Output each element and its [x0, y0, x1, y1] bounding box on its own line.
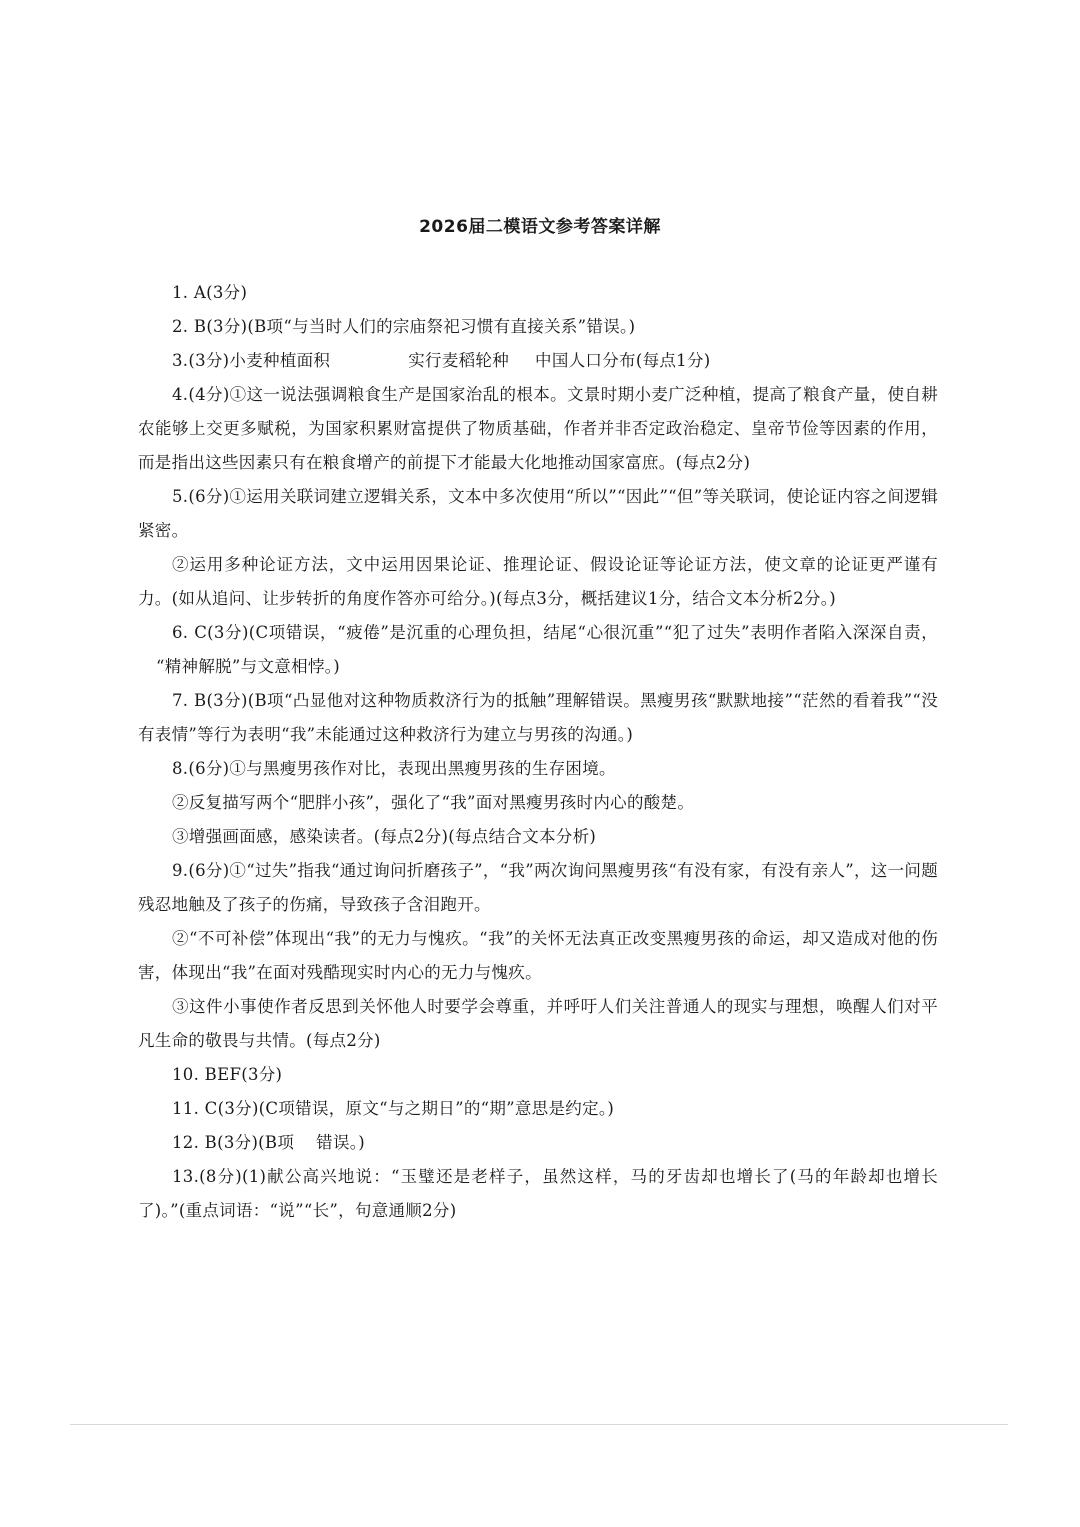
answer-item-8-point-3: ③增强画面感，感染读者。(每点2分)(每点结合文本分析) — [172, 827, 597, 846]
answer-item-6 — [138, 616, 938, 684]
bottom-divider — [70, 1424, 1008, 1425]
answer-item-5-point-2: ②运用多种论证方法，文中运用因果论证、推理论证、假设论证等论证方法，使文章的论证更严谨有力。(如从追问、让步转折的角度作答亦可给分。)(每点3分，概括建议1分，结合文本分析2分。) — [138, 555, 938, 608]
answer-item-1: 1. A(3分) — [172, 283, 248, 302]
answer-6-text: 6. C(3分)(C项错误，“疲倦”是沉重的心理负担，结尾“心很沉重”“犯了过失”表明作者陷入深深自责， — [172, 623, 938, 642]
answer-item-11: 11. C(3分)(C项错误，原文“与之期日”的“期”意思是约定。) — [172, 1099, 615, 1118]
answer-12-part-1: 12. B(3分)(B项 — [172, 1133, 295, 1152]
answer-item-8-point-2: ②反复描写两个“肥胖小孩”，强化了“我”面对黑瘦男孩时内心的酸楚。 — [172, 793, 695, 812]
answer-item-9-point-1: 9.(6分)①“过失”指我“通过询问折磨孩子”，“我”两次询问黑瘦男孩“有没有家，有没有亲人”，这一问题残忍地触及了孩子的伤痛，导致孩子含泪跑开。 — [138, 861, 938, 914]
answer-item-9-point-2: ②“不可补偿”体现出“我”的无力与愧疚。“我”的关怀无法真正改变黑瘦男孩的命运，却又造成对他的伤害，体现出“我”在面对残酷现实时内心的无力与愧疚。 — [138, 929, 938, 982]
answer-3-part-1: 3.(3分)小麦种植面积 — [172, 351, 331, 370]
answer-item-8-point-1: 8.(6分)①与黑瘦男孩作对比，表现出黑瘦男孩的生存困境。 — [172, 759, 616, 778]
answer-item-13: 13.(8分)(1)献公高兴地说：“玉璧还是老样子，虽然这样，马的牙齿却也增长了(马的年龄却也增长了)。”(重点词语：“说”“长”，句意通顺2分) — [138, 1167, 938, 1220]
answer-6-tail: “精神解脱”与文意相悖。) — [156, 657, 340, 676]
answer-list — [138, 276, 938, 1228]
answer-item-5-point-1: 5.(6分)①运用关联词建立逻辑关系，文本中多次使用“所以”“因此”“但”等关联词，使论证内容之间逻辑紧密。 — [138, 487, 938, 540]
answer-item-3 — [138, 344, 938, 378]
answer-12-part-2: 错误。) — [316, 1133, 366, 1152]
answer-item-9-point-3: ③这件小事使作者反思到关怀他人时要学会尊重，并呼吁人们关注普通人的现实与理想，唤醒人们对平凡生命的敬畏与共情。(每点2分) — [138, 997, 938, 1050]
answer-item-10: 10. BEF(3分) — [172, 1065, 283, 1084]
answer-item-2: 2. B(3分)(B项“与当时人们的宗庙祭祀习惯有直接关系”错误。) — [172, 317, 636, 336]
answer-item-4: 4.(4分)①这一说法强调粮食生产是国家治乱的根本。文景时期小麦广泛种植，提高了粮食产量，使自耕农能够上交更多赋税，为国家积累财富提供了物质基础，作者并非否定政治稳定、皇帝节俭等因素的作用，而是指出这些因素只有在粮食增产的前提下才能最大化地推动国家富庶。(每点2分) — [138, 385, 938, 472]
answer-3-part-2: 实行麦稻轮种 — [408, 351, 510, 370]
answer-3-part-3: 中国人口分布(每点1分) — [535, 351, 711, 370]
answer-item-7: 7. B(3分)(B项“凸显他对这种物质救济行为的抵触”理解错误。黑瘦男孩“默默地接”“茫然的看着我”“没有表情”等行为表明“我”未能通过这种救济行为建立与男孩的沟通。) — [138, 691, 938, 744]
answer-item-12 — [138, 1126, 938, 1160]
page-title: 2026届二模语文参考答案详解 — [419, 217, 661, 237]
